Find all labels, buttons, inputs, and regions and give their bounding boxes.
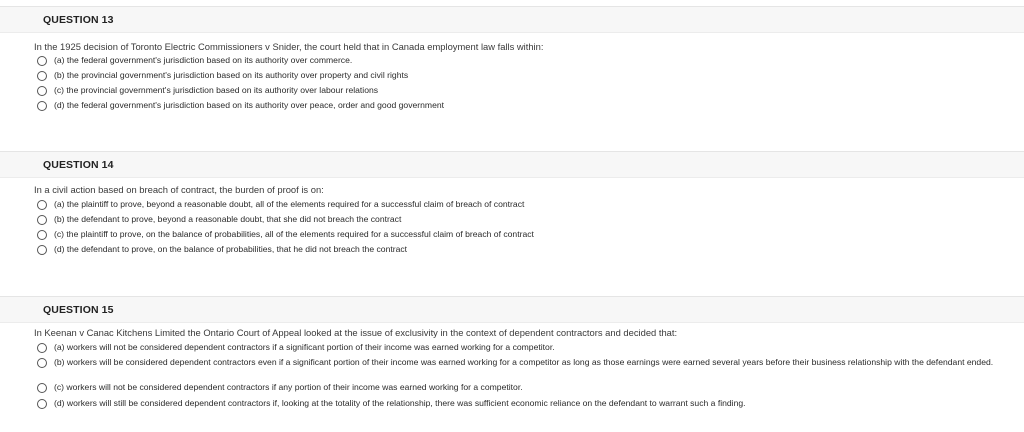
option-label[interactable]: (b) workers will be considered dependent contractors even if a significant portion of their income was earned working for a competitor as long as those earnings were earned several years before their business relationship with the defendant ended. — [54, 357, 994, 367]
question-14-option-a[interactable] — [37, 199, 524, 210]
question-14-option-c[interactable] — [37, 229, 534, 240]
option-label[interactable]: (a) the federal government's jurisdiction based on its authority over commerce. — [54, 55, 353, 65]
question-14-header — [0, 151, 1024, 178]
radio-button[interactable] — [37, 383, 47, 393]
option-label[interactable]: (d) the defendant to prove, on the balance of probabilities, that he did not breach the contract — [54, 244, 408, 254]
radio-button[interactable] — [37, 399, 47, 409]
radio-button[interactable] — [37, 358, 47, 368]
question-14-option-b[interactable] — [37, 214, 401, 225]
radio-button[interactable] — [37, 56, 47, 66]
question-15-header — [0, 296, 1024, 323]
question-13-option-c[interactable] — [37, 85, 378, 96]
question-15-option-d[interactable] — [37, 398, 746, 409]
radio-button[interactable] — [37, 200, 47, 210]
radio-button[interactable] — [37, 230, 47, 240]
radio-button[interactable] — [37, 86, 47, 96]
option-label[interactable]: (c) workers will not be considered dependent contractors if any portion of their income was earned working for a competitor. — [54, 382, 523, 392]
radio-button[interactable] — [37, 245, 47, 255]
option-label[interactable]: (b) the provincial government's jurisdiction based on its authority over property and civil rights — [54, 70, 409, 80]
question-13-option-b[interactable] — [37, 70, 408, 81]
option-label[interactable]: (d) workers will still be considered dependent contractors if, looking at the totality of the relationship, there was sufficient economic reliance on the defendant to warrant such a finding. — [54, 398, 746, 408]
option-label[interactable]: (d) the federal government's jurisdiction based on its authority over peace, order and good government — [54, 100, 445, 110]
question-13-title: QUESTION 13 — [43, 14, 114, 26]
option-label[interactable]: (c) the plaintiff to prove, on the balance of probabilities, all of the elements required for a successful claim of breach of contract — [54, 229, 534, 239]
question-13-option-d[interactable] — [37, 100, 444, 111]
radio-button[interactable] — [37, 215, 47, 225]
question-13-header — [0, 6, 1024, 33]
option-label[interactable]: (c) the provincial government's jurisdiction based on its authority over labour relations — [54, 85, 379, 95]
radio-button[interactable] — [37, 101, 47, 111]
option-label[interactable]: (a) the plaintiff to prove, beyond a reasonable doubt, all of the elements required for a successful claim of breach of contract — [54, 199, 525, 209]
question-14-title: QUESTION 14 — [43, 159, 114, 171]
question-15-option-c[interactable] — [37, 382, 523, 393]
option-label[interactable]: (b) the defendant to prove, beyond a reasonable doubt, that she did not breach the contract — [54, 214, 402, 224]
radio-button[interactable] — [37, 71, 47, 81]
question-15-prompt: In Keenan v Canac Kitchens Limited the Ontario Court of Appeal looked at the issue of exclusivity in the context of dependent contractors and decided that: — [34, 327, 678, 338]
option-label[interactable]: (a) workers will not be considered dependent contractors if a significant portion of their income was earned working for a competitor. — [54, 342, 555, 352]
question-14-prompt: In a civil action based on breach of contract, the burden of proof is on: — [34, 184, 324, 195]
question-13-option-a[interactable] — [37, 55, 352, 66]
question-15-title: QUESTION 15 — [43, 304, 114, 316]
question-14-option-d[interactable] — [37, 244, 407, 255]
question-15-option-b[interactable] — [37, 357, 1014, 368]
radio-button[interactable] — [37, 343, 47, 353]
question-13-prompt: In the 1925 decision of Toronto Electric Commissioners v Snider, the court held that in Canada employment law falls within: — [34, 41, 544, 52]
question-15-option-a[interactable] — [37, 342, 555, 353]
